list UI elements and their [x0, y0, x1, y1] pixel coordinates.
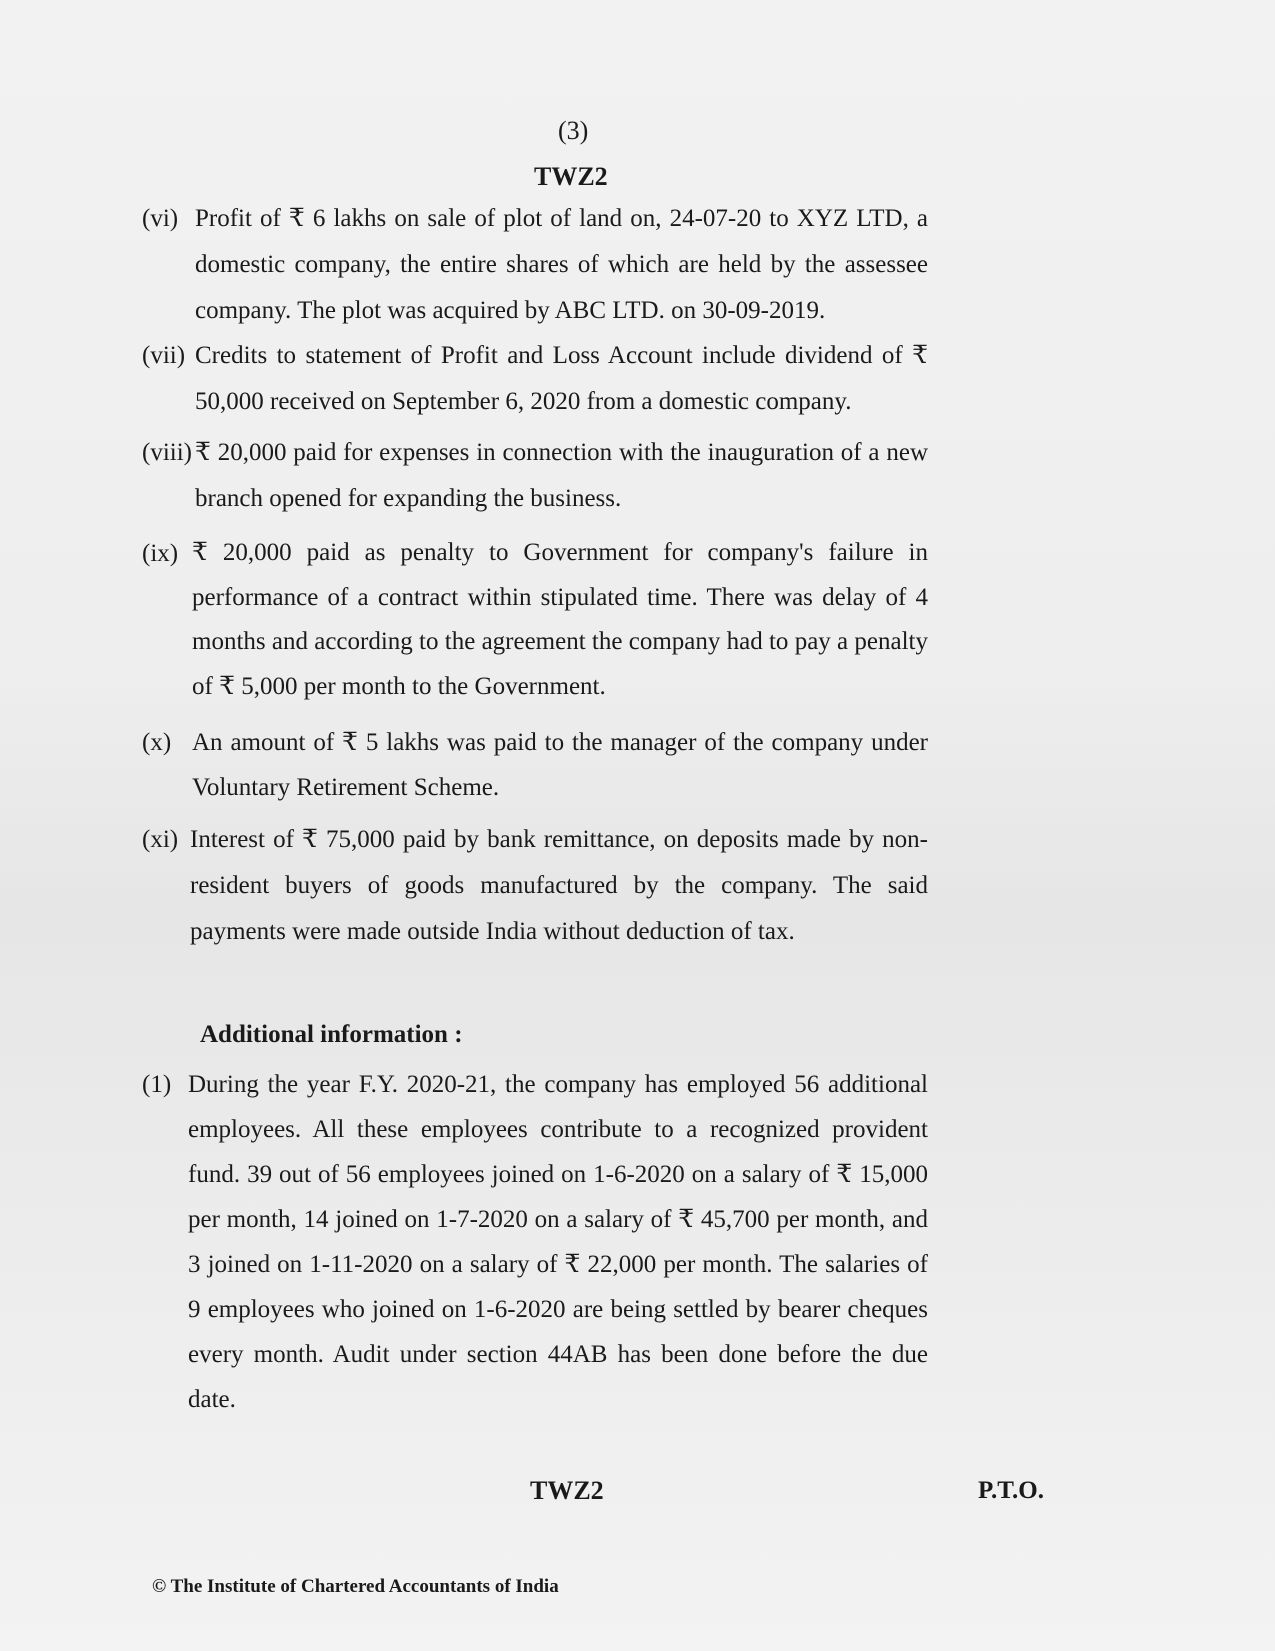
- additional-information-heading: Additional information :: [200, 1021, 463, 1048]
- item-label: (viii): [142, 439, 192, 466]
- item-text: Interest of ₹ 75,000 paid by bank remittance, on deposits made by non-resident buyers of goods manufactured by the company. The said payments were made outside India without deduction of tax.: [190, 826, 928, 945]
- item-text: ₹ 20,000 paid for expenses in connection with the inauguration of a new branch opened for expanding the business.: [195, 439, 928, 512]
- paper-code-footer: TWZ2: [530, 1476, 604, 1505]
- item-text: Profit of ₹ 6 lakhs on sale of plot of land on, 24-07-20 to XYZ LTD, a domestic company, the entire shares of which are held by the assessee company. The plot was acquired by ABC LTD. on 30-09-2019.: [195, 205, 928, 324]
- item-text: Credits to statement of Profit and Loss Account include dividend of ₹ 50,000 received on September 6, 2020 from a domestic company.: [195, 342, 928, 415]
- item-label: (vii): [142, 342, 186, 369]
- item-label: (vi): [142, 205, 179, 232]
- item-text: An amount of ₹ 5 lakhs was paid to the manager of the company under Voluntary Retirement Scheme.: [192, 729, 928, 801]
- paper-code-header: TWZ2: [534, 162, 608, 191]
- item-label: (x): [142, 729, 172, 756]
- page-number: (3): [558, 116, 589, 145]
- item-label: (xi): [142, 826, 179, 853]
- item-label: (ix): [142, 540, 179, 567]
- copyright-notice: © The Institute of Chartered Accountants of India: [152, 1576, 559, 1597]
- item-text: During the year F.Y. 2020-21, the company has employed 56 additional employees. All these employees contribute to a recognized provident fund. 39 out of 56 employees joined on 1-6-2020 on a salary of ₹ 15,000 per month, 14 joined on 1-7-2020 on a salary of ₹ 45,700 per month, and 3 joined on 1-11-2020 on a salary of ₹ 22,000 per month. The salaries of 9 employees who joined on 1-6-2020 are being settled by bearer cheques every month. Audit under section 44AB has been done before the due date.: [188, 1071, 928, 1413]
- item-label: (1): [142, 1071, 172, 1098]
- page-turn-over-note: P.T.O.: [978, 1477, 1044, 1504]
- item-text: ₹ 20,000 paid as penalty to Government for company's failure in performance of a contract within stipulated time. There was delay of 4 months and according to the agreement the company had to pay a penalty of ₹ 5,000 per month to the Government.: [192, 539, 928, 700]
